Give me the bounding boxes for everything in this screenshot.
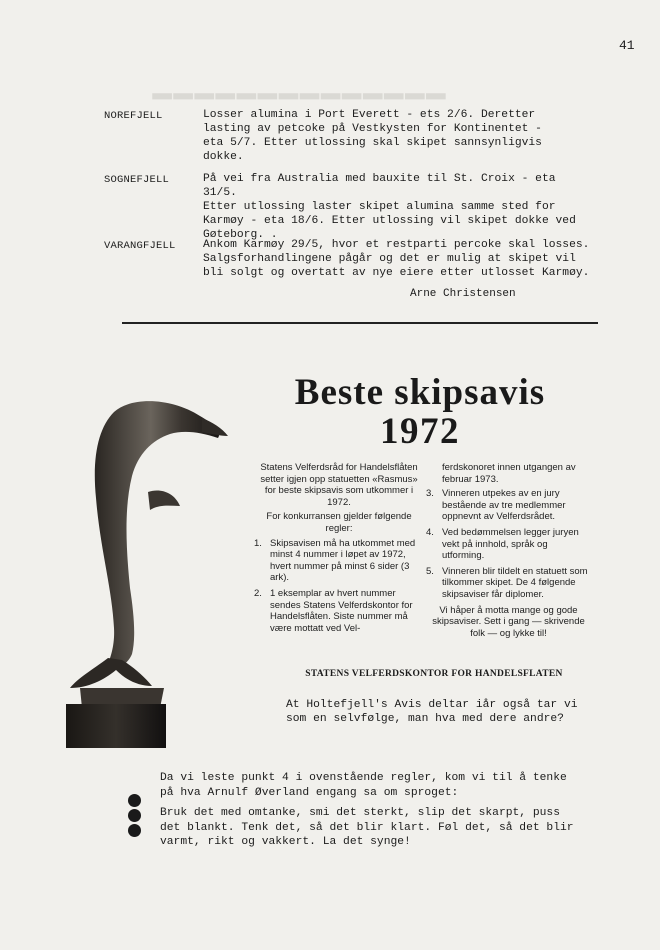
closing-line: Da vi leste punkt 4 i ovenstående regler, kom vi til å tenke — [160, 772, 567, 784]
ship-description — [203, 238, 593, 280]
rule-number: 1. — [254, 537, 262, 549]
ship-line: bli solgt og overtatt av nye eiere etter utlosset Karmøy. — [203, 267, 590, 279]
rule-number: 5. — [426, 565, 434, 577]
rule-text: Skipsavisen må ha utkommet med minst 4 nummer i løpet av 1972, hvert nummer på minst 6 sider (3 ark). — [270, 537, 416, 584]
rule-item — [426, 566, 591, 601]
rule-item — [426, 527, 591, 562]
holtefjell-note — [286, 698, 586, 726]
ship-line: Gøteborg. . — [203, 229, 278, 241]
ship-line: lasting av petcoke på Vestkysten for Kontinentet - — [203, 123, 542, 135]
closing-line: på hva Arnulf Øverland engang sa om sproget: — [160, 786, 459, 799]
ship-line: dokke. — [203, 151, 244, 163]
page-number: 41 — [619, 38, 635, 53]
note-line: At Holtefjell's Avis deltar iår også tar vi — [286, 699, 578, 711]
article-headline: Beste skipsavis — [294, 372, 546, 413]
signature: Arne Christensen — [410, 288, 516, 300]
quote-line: Bruk det med omtanke, smi det sterkt, slip det skarpt, puss — [160, 807, 560, 819]
rule-item — [254, 538, 424, 584]
rule-number: 3. — [426, 488, 434, 500]
rule-continuation: ferdskonoret innen utgangen av februar 1973. — [442, 462, 576, 485]
ship-line: Salgsforhandlingene pågår og det er mulig at skipet vil — [203, 253, 576, 265]
ship-line: Ankom Karmøy 29/5, hvor et restparti percoke skal losses. — [203, 239, 590, 251]
ship-name: VARANGFJELL — [104, 240, 176, 252]
rule-number: 4. — [426, 526, 434, 538]
bullet-dot — [128, 809, 141, 822]
rule-text: Vinneren utpekes av en jury bestående av tre medlemmer oppnevnt av Velferdsrådet. — [442, 488, 566, 523]
rule-number: 2. — [254, 587, 262, 599]
bleed-through-decoration: ━━━━━━━━━━━━━━ — [150, 79, 445, 112]
quote-line: varmt, rikt og vakkert. La det synge! — [160, 836, 411, 848]
ship-line: På vei fra Australia med bauxite til St. Croix - eta 31/5. — [203, 173, 556, 199]
rule-item — [254, 588, 424, 634]
article-organization: STATENS VELFERDSKONTOR FOR HANDELSFLATEN — [305, 669, 563, 679]
article-right-column — [426, 462, 591, 642]
ship-description — [203, 108, 593, 164]
ship-line: eta 5/7. Etter utlossing skal skipet sannsynligvis — [203, 137, 542, 149]
rule-text: 1 eksemplar av hvert nummer sendes Statens Velferdskontor for Handelsflåten. Siste nummer må være mottatt ved Vel- — [270, 587, 413, 634]
article-headline-year: 1972 — [380, 411, 460, 452]
rule-text: Vinneren blir tildelt en statuett som tilkommer skipet. De 4 følgende skipsaviser får diplomer. — [442, 565, 588, 600]
divider — [122, 322, 598, 324]
dolphin-statue-image — [52, 388, 232, 748]
closing-intro — [160, 771, 590, 800]
ship-name: NOREFJELL — [104, 110, 163, 122]
rule-text: Ved bedømmelsen legger juryen vekt på innhold, språk og utforming. — [442, 526, 579, 562]
article-intro: Statens Velferdsråd for Handelsflåten setter igjen opp statuetten «Rasmus» for beste skipsavis som utkommer i 1972. — [260, 462, 418, 508]
closing-section — [160, 771, 590, 856]
quote-line: det blankt. Tenk det, så det blir klart. Føl det, så det blir — [160, 821, 574, 834]
note-line: som en selvfølge, man hva med dere andre? — [286, 713, 564, 725]
article-left-column — [254, 462, 424, 638]
ship-name: SOGNEFJELL — [104, 174, 170, 186]
rule-item — [426, 488, 591, 523]
ship-line: Karmøy - eta 18/6. Etter utlossing vil skipet dokke ved — [203, 215, 576, 227]
overland-quote — [160, 806, 590, 850]
ship-line: Losser alumina i Port Everett - ets 2/6. Deretter — [203, 109, 536, 121]
article-closing: Vi håper å motta mange og gode skipsaviser. Sett i gang — skrivende folk — og lykke til! — [432, 604, 585, 639]
bullet-dot — [128, 824, 141, 837]
ship-description — [203, 172, 593, 242]
bullet-dot — [128, 794, 141, 807]
ship-line: Etter utlossing laster skipet alumina samme sted for — [203, 201, 556, 213]
rules-intro: For konkurransen gjelder følgende regler: — [266, 511, 412, 534]
